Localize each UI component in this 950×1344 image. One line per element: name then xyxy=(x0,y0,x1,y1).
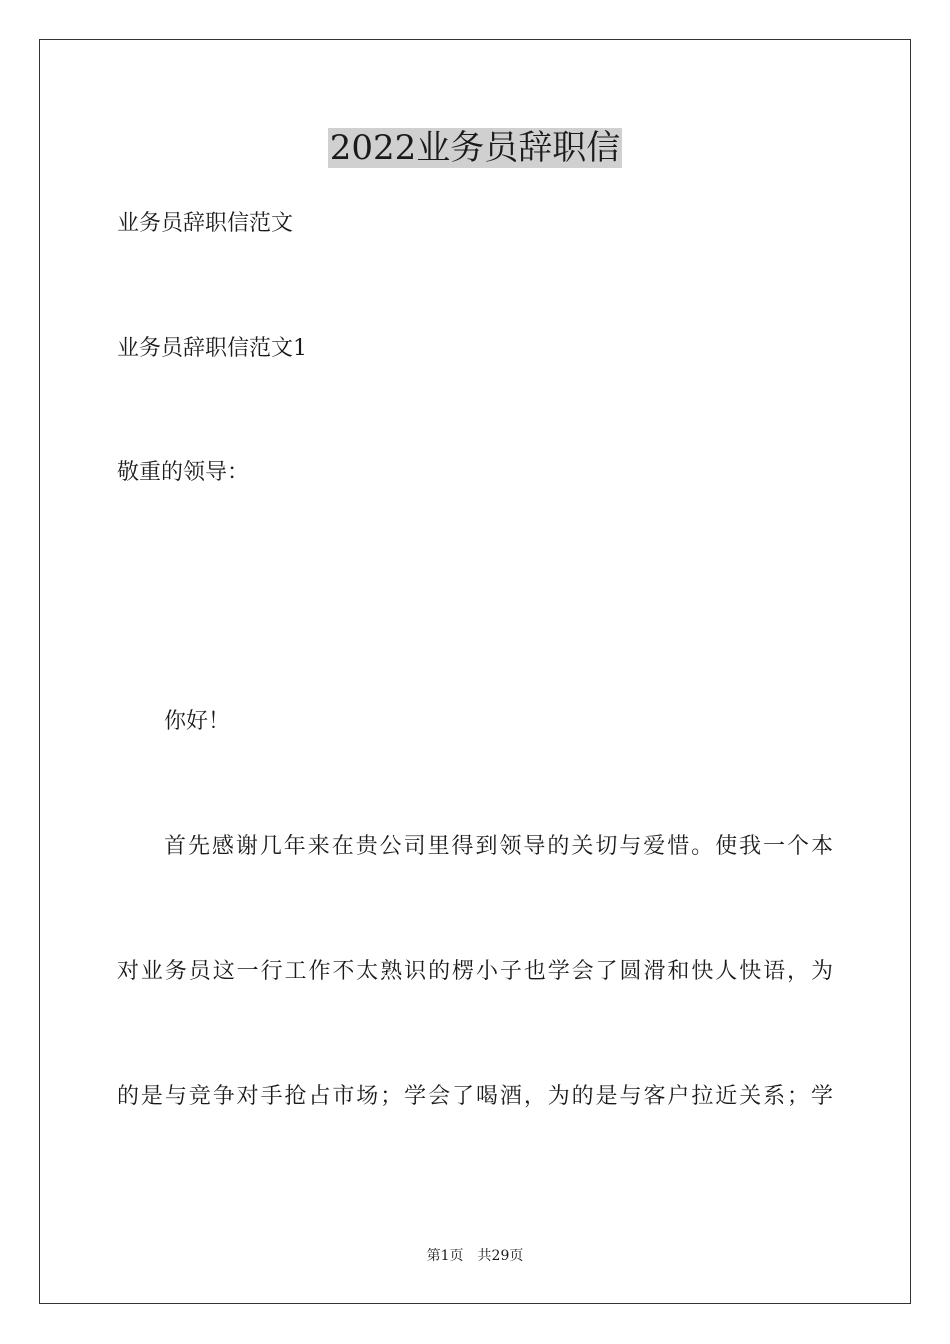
document-subtitle: 业务员辞职信范文 xyxy=(117,211,294,236)
page-total: 共29页 xyxy=(477,1248,524,1264)
body-line: 的是与竞争对手抢占市场；学会了喝酒，为的是与客户拉近关系；学 xyxy=(117,1084,833,1109)
greeting: 你好！ xyxy=(164,709,231,734)
salutation: 敬重的领导： xyxy=(117,460,250,485)
body-line: 首先感谢几年来在贵公司里得到领导的关切与爱惜。使我一个本 xyxy=(164,834,833,859)
page-footer xyxy=(0,1246,950,1266)
document-title-text: 2022业务员辞职信 xyxy=(329,128,621,168)
body-line: 对业务员这一行工作不太熟识的楞小子也学会了圆滑和快人快语，为 xyxy=(117,959,833,984)
page-number: 第1页 xyxy=(426,1248,464,1264)
section-heading: 业务员辞职信范文1 xyxy=(117,336,307,361)
document-title xyxy=(0,124,950,172)
